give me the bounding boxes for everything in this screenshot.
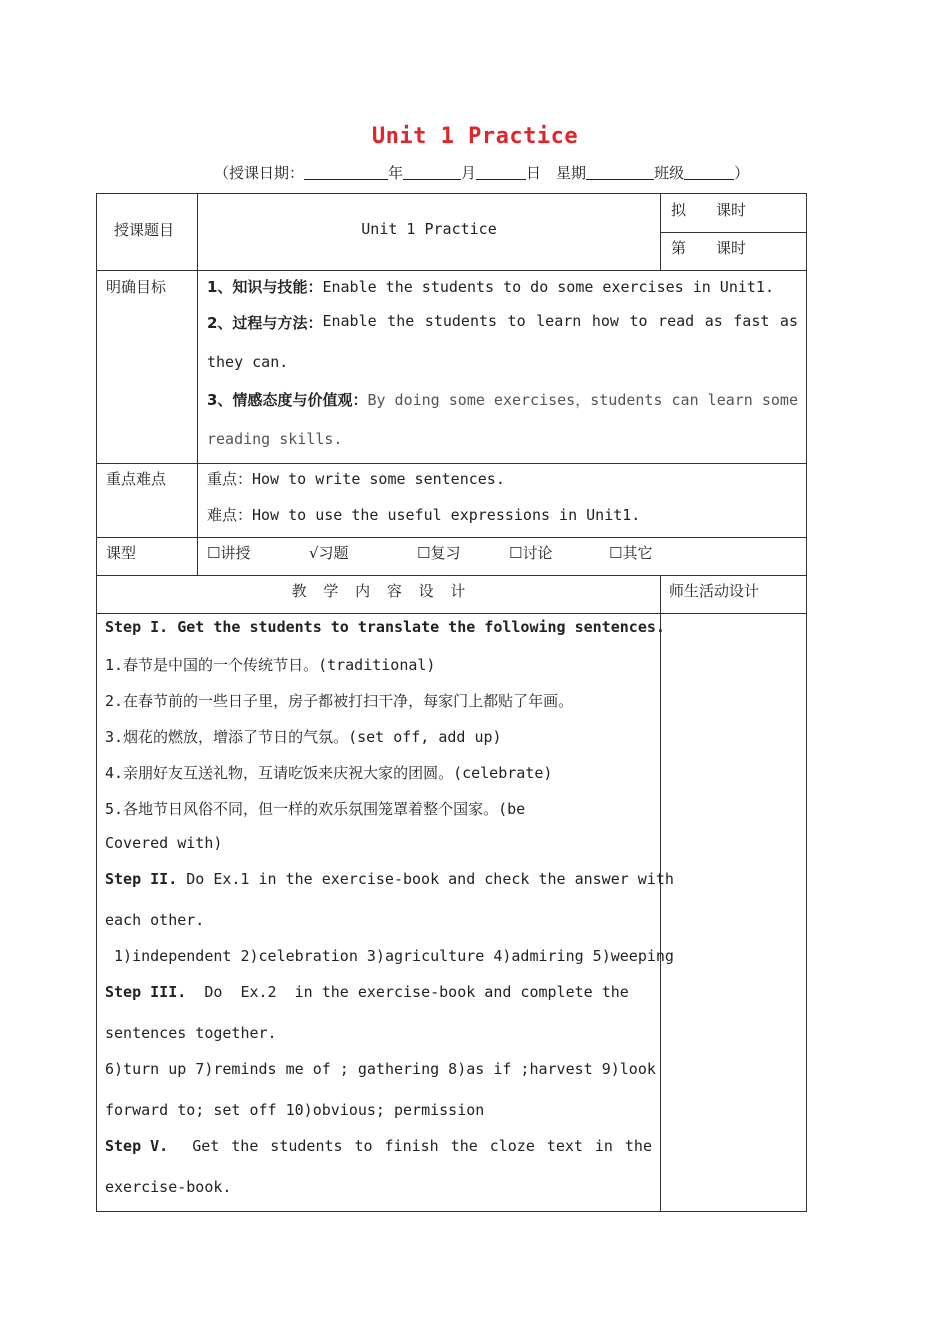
keypoints-content-cell xyxy=(198,464,807,538)
goal-2-cont: they can. xyxy=(207,353,289,371)
sentence-2: 2.在春节前的一些日子里，房子都被打扫干净，每家门上都贴了年画。 xyxy=(105,692,574,710)
weekday-blank[interactable] xyxy=(586,163,654,180)
side-activity-cell[interactable] xyxy=(661,614,807,1212)
answers-2-cont: forward to; set off 10)obvious; permission xyxy=(105,1101,485,1119)
goal-2-text: Enable the students to learn how to read as fast as xyxy=(322,312,798,330)
year-label: 年 xyxy=(388,164,404,182)
hours-plan-cell xyxy=(661,194,807,233)
design-content-cell xyxy=(97,614,674,1212)
design-header: 教 学 内 容 设 计 xyxy=(291,582,466,600)
goal-1-head: 1、知识与技能： xyxy=(207,278,323,296)
date-open: （授课日期： xyxy=(214,164,305,182)
answers-1: 1)independent 2)celebration 3)agriculture 4)admiring 5)weeping xyxy=(105,947,674,965)
sentence-1: 1.春节是中国的一个传统节日。(traditional) xyxy=(105,656,436,674)
topic-value: Unit 1 Practice xyxy=(361,220,497,238)
side-header: 师生活动设计 xyxy=(669,582,760,600)
day-blank[interactable] xyxy=(476,163,526,180)
step-2-head: Step II. xyxy=(105,870,178,888)
step-3-text: Do Ex.2 in the exercise-book and complete the xyxy=(204,983,629,1001)
hours-plan: 拟 课时 xyxy=(671,201,747,219)
lesson-type-row xyxy=(97,538,807,576)
step-1-heading: Step I. Get the students to translate the following sentences. xyxy=(105,618,665,636)
goals-label-cell xyxy=(97,271,198,464)
page-title: Unit 1 Practice xyxy=(371,124,579,149)
design-content-row xyxy=(97,614,807,1212)
month-blank[interactable] xyxy=(403,163,461,180)
option-other[interactable]: ☐其它 xyxy=(609,544,653,562)
goals-content-cell xyxy=(198,271,807,464)
date-line xyxy=(214,162,749,183)
day-weekday-label: 日 星期 xyxy=(526,164,587,182)
topic-value-cell xyxy=(198,194,661,271)
difficulty-text: 难点：How to use the useful expressions in Unit1. xyxy=(207,506,641,524)
goal-3-head: 3、情感态度与价值观： xyxy=(207,391,368,409)
goal-1 xyxy=(207,276,798,312)
sentence-5-cont: Covered with) xyxy=(105,834,223,852)
sentence-5: 5.各地节日风俗不同，但一样的欢乐氛围笼罩着整个国家。(be xyxy=(105,800,526,818)
option-exercise[interactable]: √习题 xyxy=(309,544,349,562)
goal-3 xyxy=(207,389,798,430)
topic-row xyxy=(97,194,807,233)
step-2-cont: each other. xyxy=(105,911,205,929)
month-label: 月 xyxy=(461,164,477,182)
class-blank[interactable] xyxy=(684,163,734,180)
option-review[interactable]: ☐复习 xyxy=(417,544,461,562)
year-blank[interactable] xyxy=(304,163,388,180)
goals-row xyxy=(97,271,807,464)
sentence-4: 4.亲朋好友互送礼物，互请吃饭来庆祝大家的团圆。(celebrate) xyxy=(105,764,553,782)
step-2-text: Do Ex.1 in the exercise-book and check the answer with xyxy=(186,870,674,888)
lesson-plan-table xyxy=(96,193,807,1212)
keypoints-row xyxy=(97,464,807,538)
goal-3-cont: reading skills. xyxy=(207,430,343,448)
step-3 xyxy=(105,983,652,1024)
goal-2 xyxy=(207,312,798,353)
keypoints-label-cell xyxy=(97,464,198,538)
lesson-type-options-cell xyxy=(198,538,807,576)
side-header-cell xyxy=(661,576,807,614)
topic-label-cell xyxy=(97,194,198,271)
topic-label: 授课题目 xyxy=(114,221,175,239)
step-5-head: Step V. xyxy=(105,1137,169,1155)
step-5-cont: exercise-book. xyxy=(105,1178,232,1196)
step-2 xyxy=(105,870,674,911)
date-close: ） xyxy=(734,164,750,182)
goals-label: 明确目标 xyxy=(106,278,167,296)
focus-text: 重点：How to write some sentences. xyxy=(207,470,505,488)
goal-3-text: By doing some exercises，students can learn some xyxy=(367,391,798,409)
design-header-cell xyxy=(97,576,661,614)
step-3-cont: sentences together. xyxy=(105,1024,277,1042)
lesson-type-label-cell xyxy=(97,538,198,576)
goal-2-head: 2、过程与方法： xyxy=(207,314,323,332)
lesson-type-label: 课型 xyxy=(106,544,137,562)
keypoints-label: 重点难点 xyxy=(106,470,167,488)
class-label: 班级 xyxy=(654,164,685,182)
option-lecture[interactable]: ☐讲授 xyxy=(207,544,251,562)
hours-seq-cell xyxy=(661,233,807,271)
step-3-head: Step III. xyxy=(105,983,187,1001)
step-5-text: Get the students to finish the cloze text in the xyxy=(192,1137,652,1155)
sentence-3: 3.烟花的燃放，增添了节日的气氛。(set off, add up) xyxy=(105,728,502,746)
answers-2: 6)turn up 7)reminds me of ; gathering 8)as if ;harvest 9)look xyxy=(105,1060,656,1078)
option-discussion[interactable]: ☐讨论 xyxy=(509,544,553,562)
goal-1-text: Enable the students to do some exercises in Unit1. xyxy=(322,278,774,296)
step-5 xyxy=(105,1137,652,1178)
hours-seq: 第 课时 xyxy=(671,239,747,257)
design-header-row xyxy=(97,576,807,614)
